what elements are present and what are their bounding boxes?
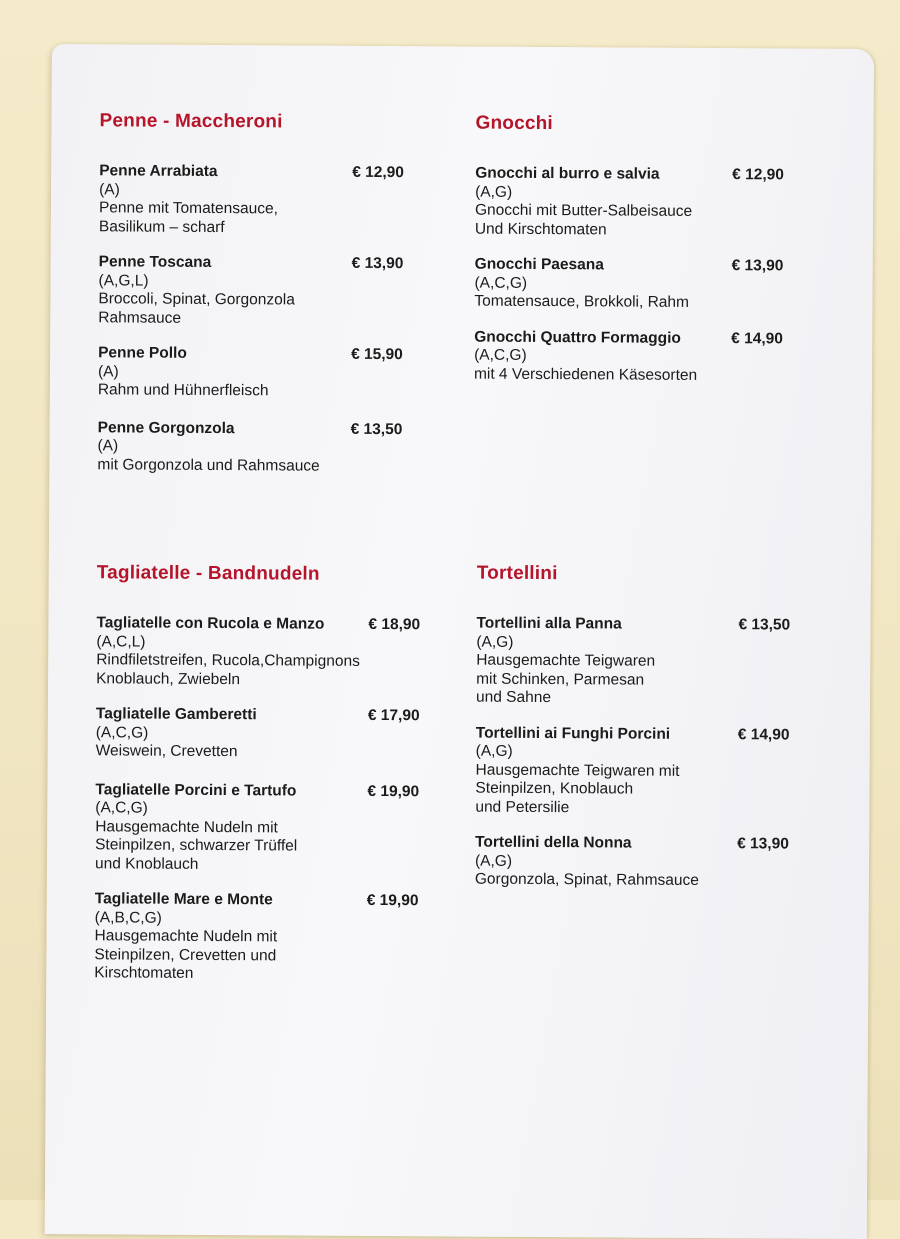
item-price: € 12,90 — [352, 163, 404, 182]
section-title: Gnocchi — [475, 112, 554, 135]
item-allergens: (A,C,G) — [95, 799, 148, 817]
menu-item — [98, 344, 428, 402]
item-description: Kirschtomaten — [94, 964, 194, 982]
item-price: € 13,50 — [350, 420, 403, 438]
item-allergens: (A,G) — [476, 633, 514, 651]
item-description: mit Schinken, Parmesan — [476, 670, 645, 689]
item-allergens: (A,C,G) — [474, 274, 528, 292]
section-penne-maccheroni — [97, 110, 429, 476]
item-name: Tagliatelle Porcini e Tartufo — [95, 780, 297, 800]
item-description: Hausgemachte Nudeln mit — [95, 817, 278, 836]
item-description: und Sahne — [475, 688, 552, 707]
item-allergens: (A,C,L) — [96, 632, 146, 651]
item-description: Hausgemachte Nudeln mit — [94, 927, 278, 946]
item-description: Broccoli, Spinat, Gorgonzola — [98, 290, 295, 309]
item-name: Penne Arrabiata — [99, 162, 218, 181]
menu-item — [474, 328, 804, 386]
menu-item — [474, 256, 804, 314]
item-description: Hausgemachte Teigwaren mit — [475, 761, 680, 780]
item-description: Basilikum – scharf — [98, 217, 225, 236]
item-name: Tagliatelle Mare e Monte — [94, 890, 273, 909]
item-name: Gnocchi Paesana — [474, 255, 604, 274]
item-allergens: (A) — [99, 180, 120, 198]
item-name: Penne Pollo — [98, 344, 187, 362]
item-price: € 19,90 — [367, 782, 420, 800]
item-allergens: (A) — [97, 362, 119, 380]
item-description: Steinpilzen, Crevetten und — [94, 945, 277, 964]
item-price: € 12,90 — [732, 166, 784, 184]
section-gnocchi — [474, 113, 806, 386]
section-title: Tortellini — [476, 562, 558, 585]
menu-item — [96, 705, 436, 763]
item-description: und Knoblauch — [94, 854, 199, 873]
menu-item — [475, 165, 805, 241]
item-allergens: (A) — [97, 437, 119, 455]
item-description: Gnocchi mit Butter-Salbeisauce — [474, 201, 693, 220]
item-name: Tortellini alla Panna — [476, 614, 622, 633]
item-description: Rahmsauce — [98, 308, 182, 327]
item-price: € 18,90 — [368, 615, 421, 634]
section-title: Tagliatelle - Bandnudeln — [96, 562, 320, 585]
item-description: und Petersilie — [475, 798, 570, 816]
item-name: Tortellini ai Funghi Porcini — [475, 724, 671, 743]
item-name: Tortellini della Nonna — [475, 833, 632, 852]
section-tortellini — [475, 563, 817, 892]
menu-item — [475, 724, 816, 819]
item-name: Tagliatelle Gamberetti — [95, 705, 257, 724]
item-description: mit Gorgonzola und Rahmsauce — [97, 455, 320, 475]
item-allergens: (A,C,G) — [474, 346, 527, 364]
item-allergens: (A,G,L) — [98, 271, 149, 290]
item-price: € 13,90 — [731, 257, 784, 275]
item-description: Penne mit Tomatensauce, — [98, 199, 278, 218]
item-description: Rahm und Hühnerfleisch — [97, 381, 269, 400]
item-name: Gnocchi al burro e salvia — [475, 164, 660, 183]
item-description: Knoblauch, Zwiebeln — [96, 669, 241, 688]
item-allergens: (A,C,G) — [95, 723, 149, 742]
item-description: Rindfiletstreifen, Rucola,Champignons — [96, 651, 360, 670]
item-description: Steinpilzen, Knoblauch — [475, 779, 634, 798]
item-description: Weiswein, Crevetten — [95, 742, 238, 761]
section-title: Penne - Maccheroni — [99, 110, 283, 133]
item-name: Tagliatelle con Rucola e Manzo — [96, 614, 325, 633]
item-name: Gnocchi Quattro Formaggio — [474, 328, 681, 347]
item-description: Gorgonzola, Spinat, Rahmsauce — [474, 870, 699, 889]
menu-item — [97, 419, 427, 477]
menu-item — [475, 834, 815, 892]
item-price: € 13,50 — [738, 616, 791, 634]
item-description: Und Kirschtomaten — [474, 220, 607, 238]
item-description: Hausgemachte Teigwaren — [476, 651, 656, 670]
item-description: Steinpilzen, schwarzer Trüffel — [95, 836, 298, 855]
item-allergens: (A,B,C,G) — [94, 908, 162, 927]
menu-card — [45, 44, 874, 1239]
menu-item — [98, 253, 428, 329]
menu-item — [95, 781, 436, 876]
item-description: mit 4 Verschiedenen Käsesorten — [473, 365, 698, 384]
item-allergens: (A,G) — [475, 742, 513, 760]
item-price: € 15,90 — [351, 345, 403, 364]
item-description: Tomatensauce, Brokkoli, Rahm — [474, 292, 690, 311]
section-tagliatelle-bandnudeln — [94, 562, 437, 985]
item-allergens: (A,G) — [474, 852, 513, 870]
item-name: Penne Gorgonzola — [97, 418, 235, 437]
item-price: € 17,90 — [367, 706, 420, 725]
item-price: € 13,90 — [351, 254, 404, 273]
item-name: Penne Toscana — [98, 253, 212, 271]
menu-item — [99, 162, 429, 238]
menu-item — [476, 615, 817, 710]
item-price: € 14,90 — [731, 329, 783, 347]
item-price: € 14,90 — [737, 725, 790, 744]
menu-item — [96, 614, 436, 690]
item-price: € 13,90 — [737, 835, 789, 853]
item-allergens: (A,G) — [475, 183, 513, 201]
menu-item — [94, 890, 435, 985]
item-price: € 19,90 — [366, 891, 419, 910]
